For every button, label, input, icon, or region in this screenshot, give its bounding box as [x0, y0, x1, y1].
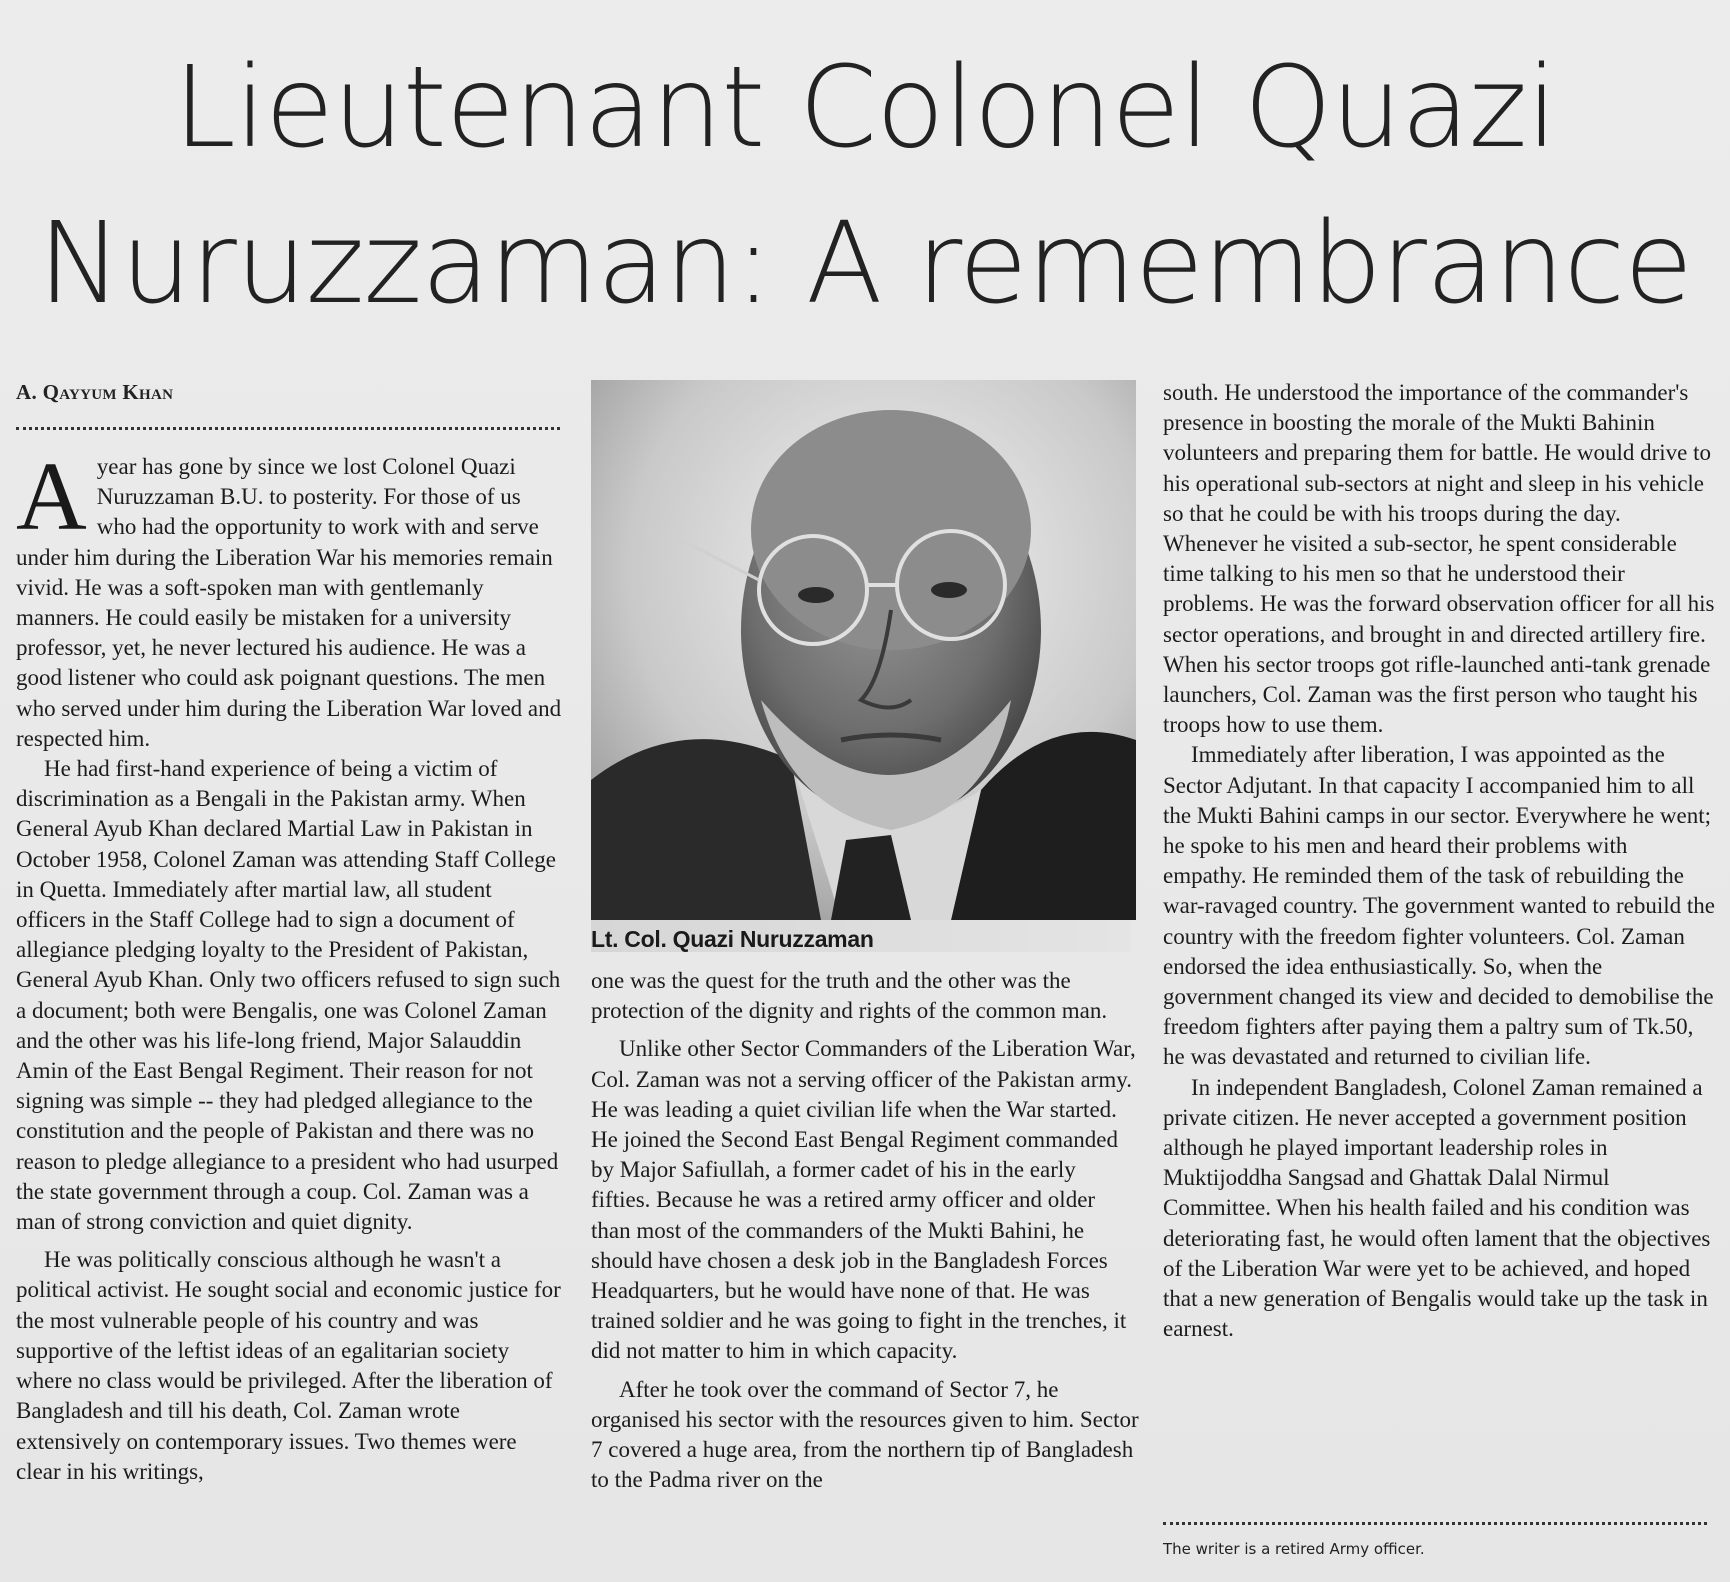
paragraph: He had first-hand experience of being a victim of discrimination as a Bengali in the Pakistan army. When General Ayub Khan declared Martial Law in Pakistan in October 1958, Colonel Zaman was attending Staff College in Quetta. Immediately after martial law, all student officers in the Staff College had to sign a document of allegiance pledging loyalty to the President of Pakistan, General Ayub Khan. Only two officers refused to sign such a document; both were Bengalis, one was Colonel Zaman and the other was his life-long friend, Major Salauddin Amin of the East Bengal Regiment. Their reason for not signing was simple -- they had pledged allegiance to the constitution and the people of Pakistan and there was no reason to pledge allegiance to a president who had usurped the state government through a coup. Col. Zaman was a man of strong conviction and quiet dignity.	[16, 756, 561, 1235]
portrait-photo	[591, 380, 1136, 920]
headline-line-1: Lieutenant Colonel Quazi	[173, 43, 1557, 173]
byline-divider	[16, 427, 560, 430]
article-column-3	[1163, 378, 1715, 1345]
headline	[0, 30, 1730, 342]
paragraph: After he took over the command of Sector 7, he organised his sector with the resources given to him. Sector 7 covered a huge area, from the northern tip of Bangladesh to the Padma river on the	[591, 1376, 1139, 1493]
paragraph: In independent Bangladesh, Colonel Zaman remained a private citizen. He never accepted a government position although he played important leadership roles in Muktijoddha Sangsad and Ghattak Dalal Nirmul Committee. When his health failed and his condition was deteriorating fast, he would often lament that the objectives of the Liberation War were yet to be achieved, and hoped that a new generation of Bengalis would take up the task in earnest.	[1163, 1074, 1711, 1342]
byline: A. Qayyum Khan	[16, 380, 174, 404]
article-end-divider	[1163, 1522, 1707, 1525]
drop-cap: A	[16, 443, 87, 551]
paragraph: south. He understood the importance of the commander's presence in boosting the morale of the Mukti Bahinin volunteers and preparing them for battle. He would drive to his operational sub-sectors at night and sleep in his vehicle so that he could be with his troops during the day. Whenever he visited a sub-sector, he spent considerable time talking to his men so that he understood their problems. He was the forward observation officer for all his sector operations, and brought in and directed artillery fire. When his sector troops got rifle-launched anti-tank grenade launchers, Col. Zaman was the first person who taught his troops how to use them.	[1163, 380, 1715, 738]
article-column-1	[16, 443, 566, 1487]
portrait-illustration	[591, 380, 1136, 920]
writer-note: The writer is a retired Army officer.	[1163, 1540, 1425, 1558]
headline-line-2: Nuruzzaman: A remembrance	[37, 199, 1693, 329]
paragraph: Immediately after liberation, I was appointed as the Sector Adjutant. In that capacity I accompanied him to all the Mukti Bahini camps in our sector. Everywhere he went; he spoke to his men and heard their problems with empathy. He reminded them of the task of rebuilding the war-ravaged country. The government wanted to rebuild the country with the freedom fighter volunteers. Col. Zaman endorsed the idea enthusiastically. So, when the government changed its view and decided to demobilise the freedom fighters after paying them a paltry sum of Tk.50, he was devastated and returned to civilian life.	[1163, 742, 1715, 1070]
paragraph-text: year has gone by since we lost Colonel Quazi Nuruzzaman B.U. to posterity. For those of us who had the opportunity to work with and serve under him during the Liberation War his memories remain vivid. He was a soft-spoken man with gentlemanly manners. He could easily be mistaken for a university professor, yet, he never lectured his audience. He was a good listener who could ask poignant questions. The men who served under him during the Liberation War loved and respected him.	[16, 454, 562, 751]
paragraph: He was politically conscious although he wasn't a political activist. He sought social and economic justice for the most vulnerable people of his country and was supportive of the leftist ideas of an egalitarian society where no class would be privileged. After the liberation of Bangladesh and till his death, Col. Zaman wrote extensively on contemporary issues. Two themes were clear in his writings,	[16, 1247, 561, 1484]
photo-caption: Lt. Col. Quazi Nuruzzaman	[591, 926, 874, 952]
paragraph: Unlike other Sector Commanders of the Liberation War, Col. Zaman was not a serving officer of the Pakistan army. He was leading a quiet civilian life when the War started. He joined the Second East Bengal Regiment commanded by Major Safiullah, a former cadet of his in the early fifties. Because he was a retired army officer and older than most of the commanders of the Mukti Bahini, he should have chosen a desk job in the Bangladesh Forces Headquarters, but he would have none of that. He was trained soldier and he was going to fight in the trenches, it did not matter to him in which capacity.	[591, 1036, 1136, 1364]
paragraph	[16, 443, 566, 754]
paragraph: one was the quest for the truth and the other was the protection of the dignity and rights of the common man.	[591, 968, 1108, 1024]
article-column-2	[591, 966, 1139, 1495]
